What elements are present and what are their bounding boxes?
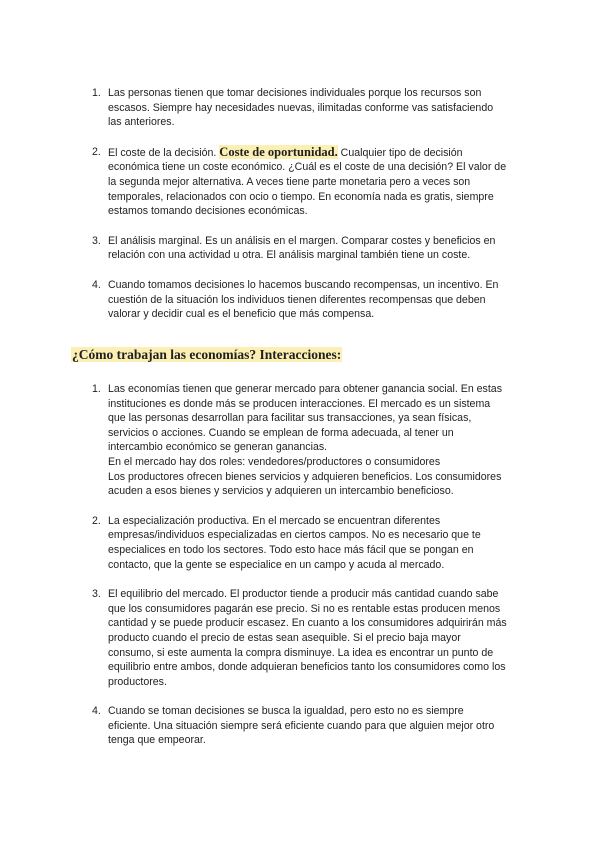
text-line: temporales, relacionados con ocio o tiempo. En economía nada es gratis, siempre [108,190,494,203]
text-line: económica tiene un coste económico. ¿Cuál es el coste de una decisión? El valor de [108,161,507,174]
text-line: la segunda mejor alternativa. A veces tiene parte monetaria pero a veces son [108,175,471,188]
list-item [92,86,518,130]
text-line: Las economías tienen que generar mercado para obtener ganancia social. En estas [108,383,502,395]
text-line: consumo, si este aumenta la compra disminuye. La idea es encontrar un punto de [108,646,494,659]
section-heading [71,345,342,365]
text-line: La especialización productiva. En el mercado se encuentran diferentes [108,514,441,527]
text-line: especialices en todo los sectores. Todo esto hace más fácil que se pongan en [108,543,474,556]
principles-list [92,86,518,322]
text-line: instituciones es donde más se producen interacciones. El mercado es un sistema [108,397,491,410]
section-heading-text: ¿Cómo trabajan las economías? Interacciones: [72,347,342,362]
text-line: eficiente. Una situación siempre será eficiente cuando para que alguien mejor otro [108,719,495,732]
text-line: contacto, que la gente se especialice en un campo y acuda al mercado. [108,558,445,571]
item-number: 1. [92,87,101,99]
text-line: cantidad y se puede producir escasez. En cuanto a los consumidores adquirirán más [108,617,507,630]
interactions-list [92,382,518,748]
list-item [92,704,518,748]
text-line: En el mercado hay dos roles: vendedores/productores o consumidores [108,455,441,468]
text-line: El análisis marginal. Es un análisis en el margen. Comparar costes y beneficios en [108,234,496,247]
text-line: relación con una actividad u otra. El análisis marginal también tiene un coste. [108,249,471,262]
item-number: 2. [92,514,101,527]
text-line: Las personas tienen que tomar decisiones individuales porque los recursos son [108,87,482,99]
text-line: intercambio económico se generan ganancias. [108,441,328,454]
text-line: que las personas desarrollan para facilitar sus transacciones, ya sean físicas, [108,412,472,425]
text-line: servicios o acciones. Cuando se emplean de forma adecuada, al tener un [108,426,454,439]
text-line: El equilibrio del mercado. El productor tiende a producir más cantidad cuando sabe [108,588,499,601]
text-line: que los consumidores pagarán ese precio. Si no es rentable estas producen menos [108,602,501,615]
list-item [92,234,518,263]
list-item [92,587,518,689]
item-number: 2. [92,145,101,158]
text-line: las anteriores. [108,116,175,129]
item-number: 4. [92,705,101,718]
text-run: El coste de la decisión. [108,146,220,159]
list-item [92,514,518,572]
text-line: Los productores ofrecen bienes servicios y adquieren beneficios. Los consumidores [108,470,502,483]
item-number: 4. [92,278,101,291]
list-item [92,145,518,219]
item-number: 3. [92,234,101,247]
list-item [92,382,518,499]
text-line: Cuando se toman decisiones se busca la igualdad, pero esto no es siempre [108,705,464,718]
text-line: tenga que empeorar. [108,734,206,747]
text-line: equilibrio entre ambos, donde adquieran beneficios tanto los consumidores como los [108,661,506,674]
item-number: 1. [92,383,101,395]
text-line: valorar y decidir cual es el beneficio que más compensa. [108,308,375,321]
text-line: empresas/individuos especializadas en ciertos campos. No es necesario que te [108,529,481,542]
text-line: escasos. Siempre hay necesidades nuevas, ilimitadas conforme vas satisfaciendo [108,101,494,114]
list-item [92,278,518,322]
text-line: Cuando tomamos decisiones lo hacemos buscando recompensas, un incentivo. En [108,278,499,291]
highlighted-term: Coste de oportunidad. [219,144,338,159]
text-line: productores. [108,675,167,688]
text-run: Cualquier tipo de decisión [337,146,463,159]
text-line: estamos tomando decisiones económicas. [108,205,308,218]
text-line: acuden a esos bienes y servicios y adquieren un intercambio beneficioso. [108,485,454,498]
text-line: cuestión de la situación los individuos tienen diferentes recompensas que deben [108,293,486,306]
text-line [108,145,518,161]
text-line: producto cuando el precio de estas sean asequible. Si el precio baja mayor [108,631,461,644]
item-number: 3. [92,588,101,601]
